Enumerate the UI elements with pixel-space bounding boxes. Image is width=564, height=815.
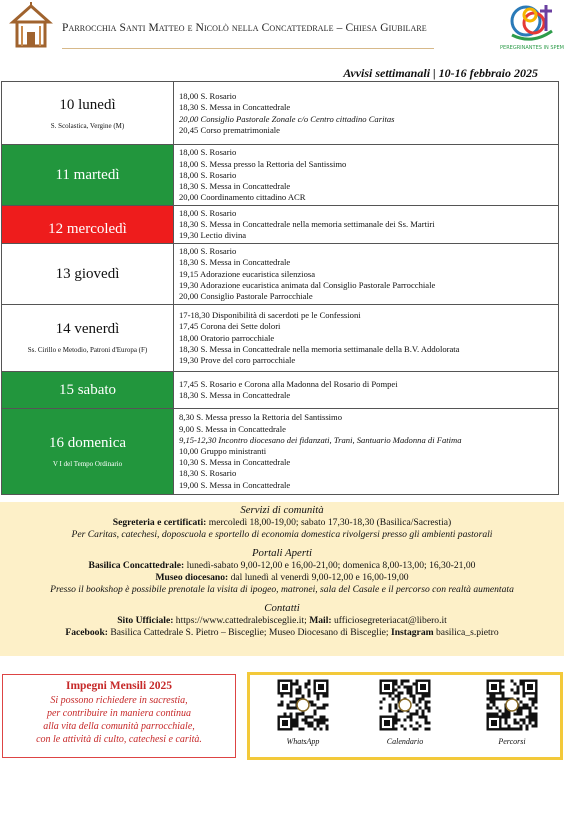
day-row-saturday [2, 371, 559, 408]
event-line: 18,30 S. Messa in Concattedrale nella memoria settimanale della B.V. Addolorata [179, 343, 460, 354]
commitments-line: con le attività di culto, catechesi e carità. [36, 734, 202, 745]
church-logo-icon [8, 2, 54, 48]
contacts-line [0, 615, 564, 627]
day-cell [2, 145, 174, 206]
day-name: 14 venerdì [55, 321, 120, 338]
qr-percorsi[interactable] [484, 679, 540, 747]
qr-code-icon [277, 679, 329, 731]
event-line: 18,00 Oratorio parrocchiale [179, 332, 275, 343]
event-line: 17-18,30 Disponibilità di sacerdoti pe le Confessioni [179, 310, 361, 321]
day-name: 16 domenica [48, 434, 127, 451]
event-line: 19,00 S. Messa in Concattedrale [179, 479, 291, 490]
events-cell [174, 408, 559, 494]
day-cell [2, 304, 174, 371]
event-line: 18,30 S. Messa in Concattedrale nella memoria settimanale dei Ss. Martiri [179, 219, 435, 230]
event-line: 10,00 Gruppo ministranti [179, 446, 267, 456]
basilica-hours-line [0, 560, 564, 572]
event-line: 8,30 S. Messa presso la Rettoria del Santissimo [179, 412, 343, 423]
event-line: 18,30 S. Messa in Concattedrale [179, 390, 291, 401]
secretariat-label: Segreteria e certificati: [112, 517, 207, 528]
day-name: 15 sabato [58, 381, 117, 398]
event-line: 18,00 S. Rosario [179, 169, 237, 180]
qr-label: WhatsApp [286, 737, 320, 746]
commitments-line: per contribuire in maniera continua [46, 708, 192, 719]
event-line: 19,15 Adorazione eucaristica silenziosa [179, 268, 316, 279]
parish-name: Parrocchia Santi Matteo e Nicolò nella Concattedrale – Chiesa Giubilare [62, 22, 427, 34]
day-row-sunday [2, 408, 559, 494]
page-header [0, 0, 564, 62]
mail-label: Mail: [309, 615, 332, 626]
event-line: 20,00 Coordinamento cittadino ACR [179, 192, 306, 203]
qr-label: Percorsi [498, 737, 526, 746]
event-line: 9,15-12,30 Incontro diocesano dei fidanzati, Trani, Santuario Madonna di Fatima [179, 434, 462, 445]
events-cell [174, 243, 559, 304]
day-name: 13 giovedì [55, 265, 120, 282]
monthly-commitments-box [2, 674, 236, 758]
caritas-note: Per Caritas, catechesi, doposcuola e sportello di economia domestica rivolgersi presso gli ambienti pastorali [71, 529, 493, 540]
qr-code-icon [379, 679, 431, 731]
event-line: 18,00 S. Rosario [179, 208, 237, 218]
header-divider [62, 48, 434, 49]
event-line: 10,30 S. Messa in Concattedrale [179, 457, 291, 468]
museum-hours-line [0, 572, 564, 584]
events-cell [174, 371, 559, 408]
events-cell [174, 82, 559, 145]
site-label: Sito Ufficiale: [117, 615, 174, 626]
day-row-thursday [2, 243, 559, 304]
event-line: 20,45 Corso prematrimoniale [179, 124, 280, 135]
commitments-line: Si possono richiedere in sacrestia, [50, 695, 188, 706]
week-title: Avvisi settimanali | 10-16 febbraio 2025 [343, 66, 538, 80]
jubilee-logo-icon [500, 1, 564, 51]
services-panel [0, 502, 564, 656]
day-note: Ss. Cirillo e Metodio, Patroni d'Europa (F) [27, 346, 148, 355]
mail-address-link[interactable]: ufficiosegreteriacat@libero.it [331, 615, 447, 626]
day-cell [2, 408, 174, 494]
qr-calendario[interactable] [377, 679, 433, 747]
contacts-title: Contatti [264, 602, 300, 614]
facebook-pages: Basilica Cattedrale S. Pietro – Bisceglie; Museo Diocesano di Bisceglie; [108, 627, 391, 638]
day-note: V I del Tempo Ordinario [52, 459, 123, 468]
site-url-link[interactable]: https://www.cattedralebisceglie.it; [173, 615, 310, 626]
commitments-line: alla vita della comunità parrocchiale, [43, 721, 195, 732]
museum-label: Museo diocesano: [155, 572, 229, 583]
weekly-schedule-table [1, 81, 559, 495]
event-line: 20,00 Consiglio Pastorale Zonale c/o Centro cittadino Caritas [179, 113, 395, 124]
social-line [0, 627, 564, 639]
events-cell [174, 206, 559, 244]
monthly-commitments-title: Impegni Mensili 2025 [65, 680, 173, 692]
instagram-label: Instagram [390, 627, 434, 638]
event-line: 18,30 S. Rosario [179, 468, 237, 479]
svg-text:PEREGRINANTES IN SPEM: PEREGRINANTES IN SPEM [500, 45, 564, 51]
facebook-label: Facebook: [65, 627, 108, 638]
day-cell [2, 243, 174, 304]
day-cell [2, 82, 174, 145]
day-cell [2, 371, 174, 408]
event-line: 18,00 S. Rosario [179, 246, 237, 257]
event-line: 19,30 Lectio divina [179, 230, 247, 241]
day-name: 11 martedì [55, 167, 120, 183]
qr-codes-panel [247, 672, 563, 760]
event-line: 19,30 Prove del coro parrocchiale [179, 354, 296, 365]
event-line: 19,30 Adorazione eucaristica animata dal Consiglio Pastorale Parrocchiale [179, 279, 436, 290]
open-portals-title: Portali Aperti [251, 547, 313, 559]
events-cell [174, 304, 559, 371]
instagram-handle: basilica_s.pietro [433, 627, 499, 638]
event-line: 20,00 Consiglio Pastorale Parrocchiale [179, 290, 313, 301]
qr-whatsapp[interactable] [275, 679, 331, 747]
qr-code-icon [486, 679, 538, 731]
events-cell [174, 145, 559, 206]
day-note: S. Scolastica, Vergine (M) [50, 121, 125, 130]
day-name: 10 lunedì [59, 96, 116, 113]
event-line: 17,45 Corona dei Sette dolori [179, 321, 281, 332]
day-row-wednesday [2, 206, 559, 244]
event-line: 18,30 S. Messa in Concattedrale [179, 257, 291, 268]
event-line: 18,00 S. Messa presso la Rettoria del Santissimo [179, 158, 347, 169]
secretariat-line [0, 517, 564, 529]
event-line: 17,45 S. Rosario e Corona alla Madonna del Rosario di Pompei [179, 378, 398, 389]
community-services-title: Servizi di comunità [240, 504, 324, 516]
basilica-hours: lunedì-sabato 9,00-12,00 e 16,00-21,00; domenica 8,00-13,00; 16,30-21,00 [184, 560, 476, 571]
day-cell [2, 206, 174, 244]
event-line: 18,30 S. Messa in Concattedrale [179, 181, 291, 192]
day-row-monday [2, 82, 559, 145]
day-row-tuesday [2, 145, 559, 206]
day-name: 12 mercoledì [48, 221, 127, 238]
bookshop-note: Presso il bookshop è possibile prenotale la visita di ipogeo, matronei, sala del Casale e il percorso con realtà aumentata [50, 584, 514, 595]
event-line: 18,30 S. Messa in Concattedrale [179, 102, 291, 113]
museum-hours: dal lunedì al venerdì 9,00-12,00 e 16,00-19,00 [228, 572, 409, 583]
basilica-label: Basilica Concattedrale: [88, 560, 185, 571]
qr-label: Calendario [386, 737, 424, 746]
event-line: 18,00 S. Rosario [179, 91, 237, 102]
secretariat-hours: mercoledì 18,00-19,00; sabato 17,30-18,30 (Basilica/Sacrestia) [206, 517, 452, 528]
event-line: 18,00 S. Rosario [179, 147, 237, 158]
day-row-friday [2, 304, 559, 371]
event-line: 9,00 S. Messa in Concattedrale [179, 423, 286, 434]
